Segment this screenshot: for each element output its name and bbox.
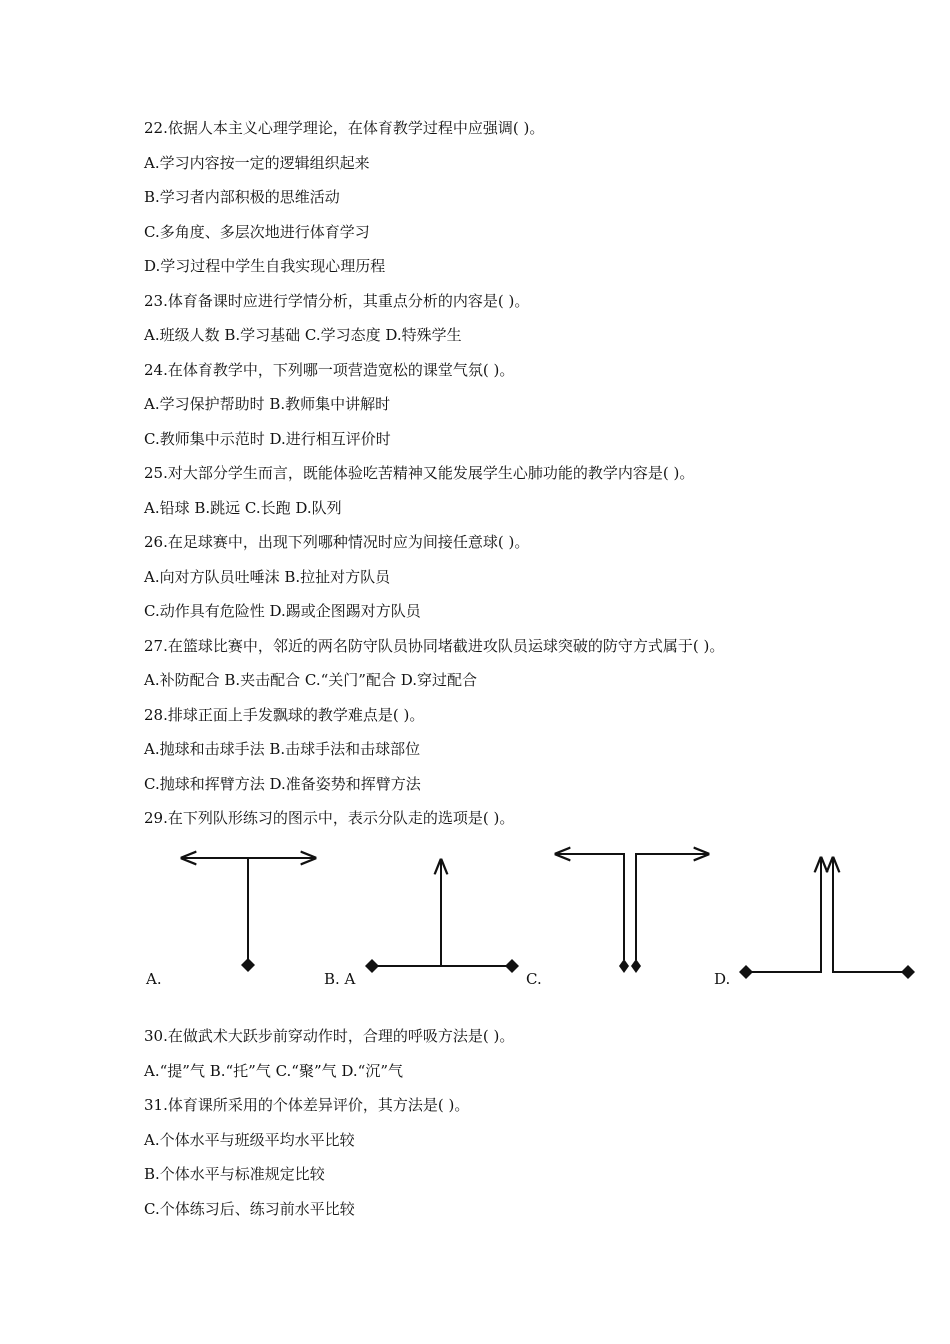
left-merge-arrow-icon xyxy=(746,858,821,972)
diamond-marker-icon xyxy=(365,959,379,973)
question-27-options: A.补防配合 B.夹击配合 C.“关门”配合 D.穿过配合 xyxy=(144,671,478,689)
diamond-marker-icon xyxy=(901,965,915,979)
question-26-options-ab: A.向对方队员吐唾沫 B.拉扯对方队员 xyxy=(144,568,391,586)
question-25-stem: 25.对大部分学生而言，既能体验吃苦精神又能发展学生心肺功能的教学内容是( )。 xyxy=(144,464,695,482)
diagram-option-b xyxy=(324,860,519,988)
question-26-options-cd: C.动作具有危险性 D.踢或企图踢对方队员 xyxy=(144,602,421,620)
question-28-options-cd: C.抛球和挥臂方法 D.准备姿势和挥臂方法 xyxy=(144,775,421,793)
question-30-options: A.“提”气 B.“托”气 C.“聚”气 D.“沉”气 xyxy=(144,1062,404,1080)
left-turn-arrow-icon xyxy=(556,854,624,960)
question-22-option-c: C.多角度、多层次地进行体育学习 xyxy=(144,223,370,241)
question-22-option-a: A.学习内容按一定的逻辑组织起来 xyxy=(144,154,370,172)
question-24-options-ab: A.学习保护帮助时 B.教师集中讲解时 xyxy=(144,395,391,413)
question-23-stem: 23.体育备课时应进行学情分析，其重点分析的内容是( )。 xyxy=(144,292,530,310)
diamond-marker-icon xyxy=(739,965,753,979)
question-31-option-c: C.个体练习后、练习前水平比较 xyxy=(144,1200,355,1218)
diagram-label-c: C. xyxy=(526,970,542,988)
formation-diagram xyxy=(140,840,930,1000)
question-22-option-b: B.学习者内部积极的思维活动 xyxy=(144,188,340,206)
diagram-label-d: D. xyxy=(714,970,731,988)
diamond-marker-icon xyxy=(619,959,629,973)
question-31-stem: 31.体育课所采用的个体差异评价，其方法是( )。 xyxy=(144,1096,470,1114)
question-22-option-d: D.学习过程中学生自我实现心理历程 xyxy=(144,257,386,275)
question-28-options-ab: A.抛球和击球手法 B.击球手法和击球部位 xyxy=(144,740,421,758)
question-31-option-b: B.个体水平与标准规定比较 xyxy=(144,1165,325,1183)
diamond-marker-icon xyxy=(631,959,641,973)
question-23-options: A.班级人数 B.学习基础 C.学习态度 D.特殊学生 xyxy=(144,326,462,344)
right-turn-arrow-icon xyxy=(636,854,708,960)
diagram-option-c xyxy=(526,854,708,988)
right-merge-arrow-icon xyxy=(833,858,908,972)
question-24-stem: 24.在体育教学中，下列哪一项营造宽松的课堂气氛( )。 xyxy=(144,361,515,379)
diagram-label-b: B. A xyxy=(324,970,356,988)
diagram-label-a: A. xyxy=(146,970,162,988)
question-26-stem: 26.在足球赛中，出现下列哪种情况时应为间接任意球( )。 xyxy=(144,533,530,551)
question-28-stem: 28.排球正面上手发飘球的教学难点是( )。 xyxy=(144,706,425,724)
question-30-stem: 30.在做武术大跃步前穿动作时，合理的呼吸方法是( )。 xyxy=(144,1027,515,1045)
diagram-option-a xyxy=(145,858,315,988)
question-25-options: A.铅球 B.跳远 C.长跑 D.队列 xyxy=(144,499,342,517)
diamond-marker-icon xyxy=(505,959,519,973)
question-27-stem: 27.在篮球比赛中，邻近的两名防守队员协同堵截进攻队员运球突破的防守方式属于( )。 xyxy=(144,637,725,655)
question-22-stem: 22.依据人本主义心理学理论，在体育教学过程中应强调( )。 xyxy=(144,119,545,137)
diagram-option-d xyxy=(714,858,915,988)
question-31-option-a: A.个体水平与班级平均水平比较 xyxy=(144,1131,355,1149)
question-24-options-cd: C.教师集中示范时 D.进行相互评价时 xyxy=(144,430,391,448)
diamond-marker-icon xyxy=(241,958,255,972)
question-29-stem: 29.在下列队形练习的图示中，表示分队走的选项是( )。 xyxy=(144,809,515,827)
